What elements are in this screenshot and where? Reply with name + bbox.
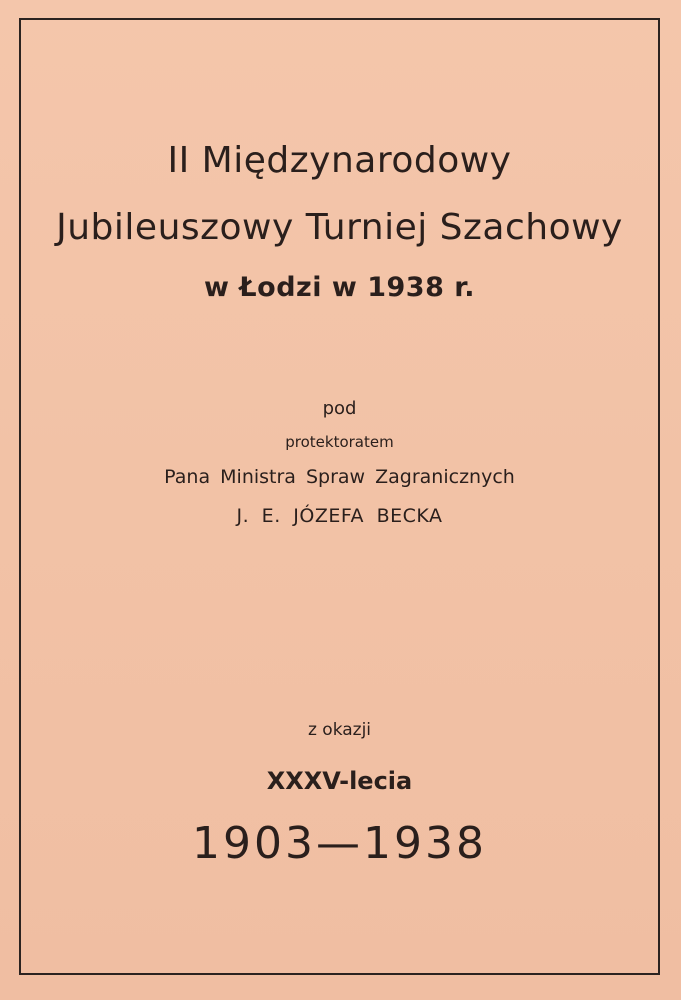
minister-text: Pana Ministra Spraw Zagranicznych	[164, 466, 515, 488]
title-line-3: w Łodzi w 1938 r.	[203, 272, 476, 303]
patron-name: J. E. JÓZEFA BECKA	[236, 505, 443, 527]
title-line-2: Jubileuszowy Turniej Szachowy	[56, 207, 623, 248]
pod-text: pod	[322, 398, 357, 419]
occasion-text: z okazji	[307, 720, 372, 740]
title-line-1: II Międzynarodowy	[167, 140, 512, 181]
protektoratem-text: protektoratem	[285, 433, 394, 451]
anniversary-text: XXXV-lecia	[266, 767, 413, 795]
years-text: 1903—1938	[192, 818, 487, 869]
